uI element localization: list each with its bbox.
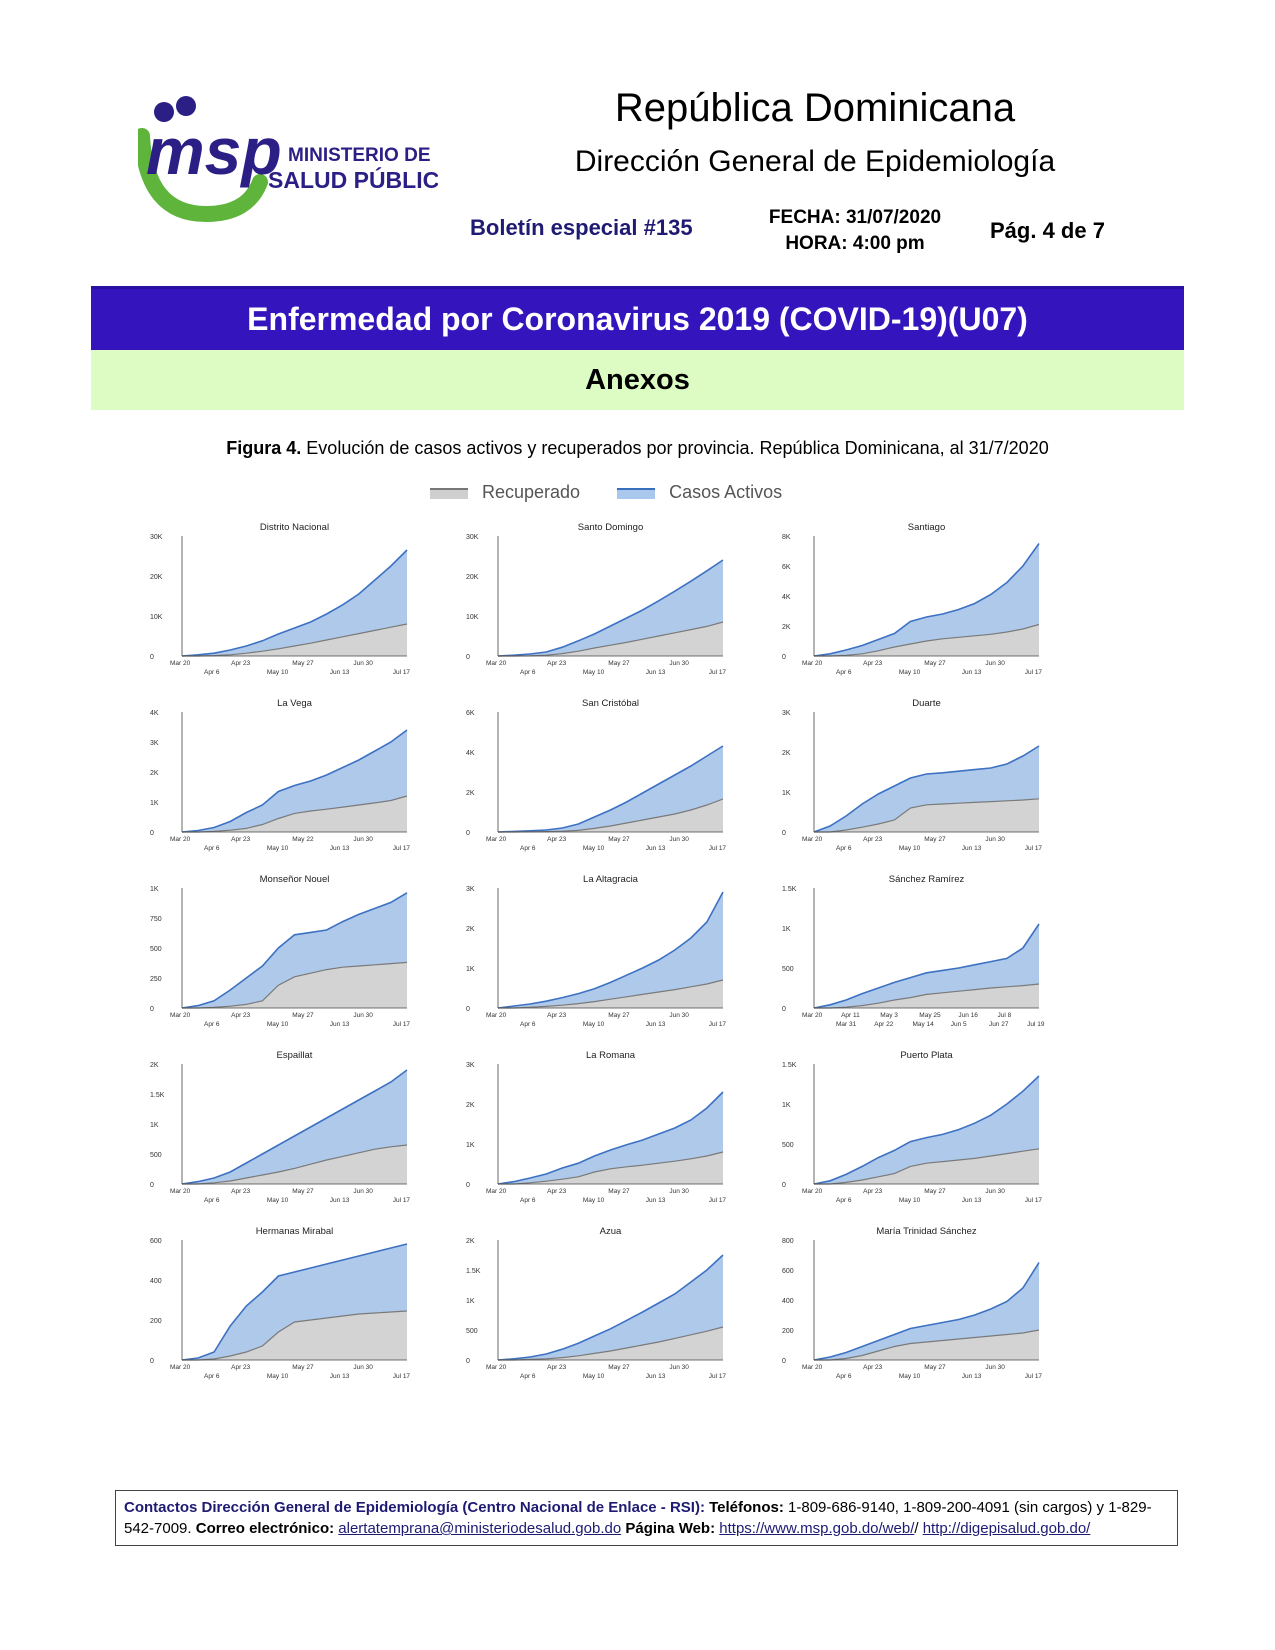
x-tick-label: Jun 30 bbox=[669, 1364, 689, 1371]
x-tick-label: Jun 30 bbox=[985, 660, 1005, 667]
province-chart bbox=[466, 874, 726, 1028]
x-tick-label: Jun 13 bbox=[645, 1021, 666, 1028]
email-link[interactable]: alertatemprana@ministeriodesalud.gob.do bbox=[338, 1520, 622, 1537]
legend-label: Casos Activos bbox=[669, 482, 783, 502]
chart-title: Espaillat bbox=[276, 1050, 313, 1061]
x-tick-label: Apr 6 bbox=[204, 845, 220, 852]
x-tick-label: May 10 bbox=[582, 1373, 605, 1380]
x-tick-label: Apr 23 bbox=[231, 1364, 251, 1371]
x-tick-label: Jun 30 bbox=[985, 836, 1005, 843]
y-tick-label: 4K bbox=[150, 710, 159, 717]
chart-legend bbox=[430, 482, 850, 506]
province-chart bbox=[150, 698, 410, 852]
y-tick-label: 2K bbox=[150, 770, 159, 777]
x-tick-label: Jul 17 bbox=[392, 1197, 411, 1204]
chart-title: Azua bbox=[599, 1226, 622, 1237]
logo-dot bbox=[176, 96, 196, 116]
legend-swatch bbox=[617, 488, 655, 499]
x-tick-label: Apr 23 bbox=[863, 1188, 883, 1195]
y-tick-label: 1K bbox=[466, 1142, 475, 1149]
x-tick-label: Jun 5 bbox=[950, 1021, 967, 1028]
y-tick-label: 0 bbox=[150, 654, 154, 661]
y-tick-label: 1K bbox=[150, 800, 159, 807]
chart-title: Santo Domingo bbox=[577, 522, 644, 533]
y-tick-label: 500 bbox=[150, 1152, 162, 1159]
y-tick-label: 0 bbox=[782, 1182, 786, 1189]
x-tick-label: Apr 23 bbox=[231, 1012, 251, 1019]
y-tick-label: 250 bbox=[150, 976, 162, 983]
x-tick-label: May 10 bbox=[898, 669, 921, 676]
x-tick-label: Jun 30 bbox=[669, 1188, 689, 1195]
chart-title: Hermanas Mirabal bbox=[255, 1226, 334, 1237]
msp-logo bbox=[138, 96, 438, 226]
chart-title: Puerto Plata bbox=[900, 1050, 953, 1061]
x-tick-label: Jun 30 bbox=[669, 1012, 689, 1019]
y-tick-label: 6K bbox=[782, 564, 791, 571]
y-tick-label: 0 bbox=[466, 654, 470, 661]
x-tick-label: May 27 bbox=[924, 1188, 946, 1195]
x-tick-label: Jul 17 bbox=[392, 1021, 411, 1028]
x-tick-label: May 10 bbox=[898, 1373, 921, 1380]
chart-title: María Trinidad Sánchez bbox=[876, 1226, 977, 1237]
y-tick-label: 2K bbox=[466, 1102, 475, 1109]
x-tick-label: May 27 bbox=[292, 1364, 314, 1371]
y-tick-label: 500 bbox=[150, 946, 162, 953]
x-tick-label: Apr 23 bbox=[863, 660, 883, 667]
x-tick-label: Jul 17 bbox=[708, 1021, 727, 1028]
y-tick-label: 0 bbox=[782, 1358, 786, 1365]
x-tick-label: Jun 30 bbox=[353, 836, 373, 843]
x-tick-label: May 3 bbox=[880, 1012, 898, 1019]
x-tick-label: Jun 16 bbox=[958, 1012, 978, 1019]
y-tick-label: 1.5K bbox=[466, 1268, 481, 1275]
x-tick-label: Jun 13 bbox=[645, 845, 666, 852]
x-tick-label: Apr 22 bbox=[874, 1021, 894, 1028]
x-tick-label: May 27 bbox=[608, 1364, 630, 1371]
y-tick-label: 30K bbox=[150, 534, 163, 541]
y-tick-label: 200 bbox=[150, 1318, 162, 1325]
x-tick-label: Jun 13 bbox=[329, 1021, 350, 1028]
x-tick-label: Jul 19 bbox=[1027, 1021, 1045, 1028]
chart-title: Monseñor Nouel bbox=[259, 874, 330, 885]
x-tick-label: Jul 17 bbox=[392, 1373, 411, 1380]
x-tick-label: May 10 bbox=[582, 845, 605, 852]
x-tick-label: Jun 13 bbox=[329, 1373, 350, 1380]
x-tick-label: Apr 6 bbox=[836, 669, 852, 676]
x-tick-label: Apr 23 bbox=[547, 1364, 567, 1371]
x-tick-label: Apr 6 bbox=[204, 1373, 220, 1380]
web-link-digepisalud[interactable]: http://digepisalud.gob.do/ bbox=[922, 1520, 1091, 1537]
date-value: 31/07/2020 bbox=[845, 207, 942, 228]
y-tick-label: 2K bbox=[150, 1062, 159, 1069]
x-tick-label: Jun 13 bbox=[329, 1197, 350, 1204]
x-tick-label: Mar 20 bbox=[802, 660, 823, 667]
x-tick-label: Jul 17 bbox=[1024, 1373, 1043, 1380]
logo-line1: MINISTERIO DE bbox=[288, 145, 431, 166]
x-tick-label: Jun 30 bbox=[353, 1188, 373, 1195]
x-tick-label: May 27 bbox=[292, 1188, 314, 1195]
x-tick-label: Jun 30 bbox=[353, 1364, 373, 1371]
y-tick-label: 10K bbox=[466, 614, 479, 621]
x-tick-label: Jun 13 bbox=[645, 1373, 666, 1380]
x-tick-label: Mar 20 bbox=[170, 1188, 191, 1195]
x-tick-label: Jun 13 bbox=[329, 669, 350, 676]
province-chart bbox=[466, 698, 726, 852]
x-tick-label: May 10 bbox=[266, 1021, 289, 1028]
y-tick-label: 0 bbox=[466, 830, 470, 837]
x-tick-label: Jun 30 bbox=[353, 660, 373, 667]
x-tick-label: Jun 13 bbox=[961, 845, 982, 852]
province-chart bbox=[466, 1050, 726, 1204]
chart-title: La Vega bbox=[277, 698, 312, 709]
x-tick-label: Jun 13 bbox=[645, 1197, 666, 1204]
x-tick-label: Mar 31 bbox=[836, 1021, 857, 1028]
x-tick-label: Jul 17 bbox=[708, 1197, 727, 1204]
x-tick-label: Apr 23 bbox=[547, 660, 567, 667]
y-tick-label: 8K bbox=[782, 534, 791, 541]
x-tick-label: Jul 17 bbox=[392, 845, 411, 852]
chart-title: Santiago bbox=[907, 522, 946, 533]
x-tick-label: Jul 17 bbox=[708, 845, 727, 852]
province-chart bbox=[782, 1050, 1042, 1204]
y-tick-label: 0 bbox=[150, 1182, 154, 1189]
y-tick-label: 400 bbox=[150, 1278, 162, 1285]
section-banner: Enfermedad por Coronavirus 2019 (COVID-19)(U07) bbox=[91, 286, 1184, 350]
x-tick-label: Mar 20 bbox=[486, 1364, 507, 1371]
x-tick-label: Jun 30 bbox=[985, 1364, 1005, 1371]
province-chart bbox=[782, 698, 1042, 852]
chart-title: La Altagracia bbox=[583, 874, 638, 885]
x-tick-label: Jun 13 bbox=[329, 845, 350, 852]
chart-title: San Cristóbal bbox=[581, 698, 640, 709]
y-tick-label: 200 bbox=[782, 1328, 794, 1335]
y-tick-label: 1K bbox=[782, 1102, 791, 1109]
x-tick-label: Mar 20 bbox=[170, 836, 191, 843]
y-tick-label: 500 bbox=[782, 966, 794, 973]
y-tick-label: 3K bbox=[782, 710, 791, 717]
x-tick-label: Apr 6 bbox=[520, 1021, 536, 1028]
chart-title: La Romana bbox=[585, 1050, 636, 1061]
x-tick-label: May 27 bbox=[924, 1364, 946, 1371]
x-tick-label: Jul 17 bbox=[392, 669, 411, 676]
x-tick-label: Jul 17 bbox=[1024, 845, 1043, 852]
logo-mark: msp bbox=[146, 114, 282, 188]
x-tick-label: May 27 bbox=[608, 836, 630, 843]
y-tick-label: 600 bbox=[782, 1268, 794, 1275]
x-tick-label: Mar 20 bbox=[802, 1364, 823, 1371]
x-tick-label: Apr 6 bbox=[836, 1373, 852, 1380]
y-tick-label: 0 bbox=[466, 1182, 470, 1189]
x-tick-label: Mar 20 bbox=[486, 1188, 507, 1195]
x-tick-label: Apr 6 bbox=[204, 1197, 220, 1204]
x-tick-label: Jun 13 bbox=[645, 669, 666, 676]
x-tick-label: Apr 6 bbox=[204, 669, 220, 676]
x-tick-label: Apr 6 bbox=[836, 1197, 852, 1204]
legend-item-recuperado bbox=[430, 482, 580, 503]
x-tick-label: Mar 20 bbox=[486, 1012, 507, 1019]
x-tick-label: Jul 17 bbox=[708, 1373, 727, 1380]
x-tick-label: Jun 30 bbox=[353, 1012, 373, 1019]
x-tick-label: May 10 bbox=[266, 669, 289, 676]
x-tick-label: Apr 6 bbox=[520, 1197, 536, 1204]
y-tick-label: 1K bbox=[150, 886, 159, 893]
department-title: Dirección General de Epidemiología bbox=[574, 145, 1056, 178]
province-charts bbox=[150, 520, 1100, 1420]
figure-caption-text: Evolución de casos activos y recuperados por provincia. República Dominicana, al 31/7/2020 bbox=[301, 438, 1049, 458]
y-tick-label: 10K bbox=[150, 614, 163, 621]
web-separator: / bbox=[914, 1520, 919, 1537]
x-tick-label: Mar 20 bbox=[170, 1012, 191, 1019]
x-tick-label: Jul 17 bbox=[708, 669, 727, 676]
contacts-label: Contactos Dirección General de Epidemiología (Centro Nacional de Enlace - RSI): bbox=[124, 1499, 705, 1516]
x-tick-label: Apr 6 bbox=[836, 845, 852, 852]
x-tick-label: Apr 23 bbox=[547, 1188, 567, 1195]
y-tick-label: 2K bbox=[466, 790, 475, 797]
x-tick-label: Apr 11 bbox=[841, 1012, 860, 1019]
x-tick-label: May 27 bbox=[608, 660, 630, 667]
y-tick-label: 6K bbox=[466, 710, 475, 717]
y-tick-label: 0 bbox=[150, 1006, 154, 1013]
y-tick-label: 2K bbox=[782, 624, 791, 631]
x-tick-label: May 27 bbox=[608, 1012, 630, 1019]
web-link-msp[interactable]: https://www.msp.gob.do/web/ bbox=[719, 1520, 915, 1537]
logo-line2: SALUD PÚBLICA bbox=[268, 167, 438, 193]
x-tick-label: May 27 bbox=[924, 660, 946, 667]
x-tick-label: May 10 bbox=[266, 845, 289, 852]
y-tick-label: 0 bbox=[150, 1358, 154, 1365]
country-title: República Dominicana bbox=[614, 86, 1016, 130]
x-tick-label: Apr 6 bbox=[520, 669, 536, 676]
y-tick-label: 0 bbox=[466, 1006, 470, 1013]
y-tick-label: 0 bbox=[782, 654, 786, 661]
x-tick-label: May 27 bbox=[292, 1012, 314, 1019]
x-tick-label: Mar 20 bbox=[486, 660, 507, 667]
province-chart bbox=[150, 1050, 410, 1204]
x-tick-label: May 10 bbox=[582, 1021, 605, 1028]
x-tick-label: May 27 bbox=[608, 1188, 630, 1195]
x-tick-label: Apr 23 bbox=[231, 660, 251, 667]
legend-item-casos-activos bbox=[617, 482, 782, 503]
date-time-box bbox=[760, 205, 950, 257]
phones-label: Teléfonos: bbox=[709, 1499, 784, 1516]
y-tick-label: 2K bbox=[782, 750, 791, 757]
web-label: Página Web: bbox=[625, 1520, 716, 1537]
y-tick-label: 1K bbox=[466, 1298, 475, 1305]
legend-label: Recuperado bbox=[482, 482, 581, 502]
date-label: FECHA: bbox=[768, 207, 841, 228]
province-chart bbox=[150, 522, 410, 676]
x-tick-label: Jul 17 bbox=[1024, 1197, 1043, 1204]
x-tick-label: Apr 23 bbox=[231, 836, 251, 843]
y-tick-label: 750 bbox=[150, 916, 162, 923]
y-tick-label: 500 bbox=[782, 1142, 794, 1149]
province-chart bbox=[782, 1226, 1042, 1380]
bulletin-number: Boletín especial #135 bbox=[470, 215, 693, 240]
x-tick-label: Mar 20 bbox=[802, 1012, 823, 1019]
x-tick-label: Apr 23 bbox=[547, 836, 567, 843]
x-tick-label: Apr 6 bbox=[520, 845, 536, 852]
y-tick-label: 0 bbox=[782, 830, 786, 837]
y-tick-label: 0 bbox=[150, 830, 154, 837]
x-tick-label: Jun 30 bbox=[669, 836, 689, 843]
y-tick-label: 30K bbox=[466, 534, 479, 541]
x-tick-label: Apr 23 bbox=[547, 1012, 567, 1019]
province-chart bbox=[782, 874, 1045, 1028]
x-tick-label: Apr 23 bbox=[863, 836, 883, 843]
x-tick-label: May 10 bbox=[582, 669, 605, 676]
y-tick-label: 3K bbox=[466, 886, 475, 893]
y-tick-label: 20K bbox=[466, 574, 479, 581]
x-tick-label: Jun 13 bbox=[961, 669, 982, 676]
phones: 1-809-686-9140, 1-809-200-4091 (sin cargos) y 1-829-542-7009. bbox=[124, 1499, 1152, 1537]
figure-label: Figura 4. bbox=[226, 438, 302, 458]
x-tick-label: Jun 30 bbox=[669, 660, 689, 667]
y-tick-label: 4K bbox=[466, 750, 475, 757]
province-chart bbox=[466, 1226, 726, 1380]
x-tick-label: Apr 6 bbox=[204, 1021, 220, 1028]
x-tick-label: May 10 bbox=[898, 1197, 921, 1204]
y-tick-label: 1K bbox=[782, 926, 791, 933]
province-chart bbox=[150, 1226, 410, 1380]
time-label: HORA: bbox=[785, 233, 848, 254]
y-tick-label: 1.5K bbox=[150, 1092, 165, 1099]
y-tick-label: 0 bbox=[782, 1006, 786, 1013]
chart-title: Sánchez Ramírez bbox=[888, 874, 965, 885]
x-tick-label: Mar 20 bbox=[486, 836, 507, 843]
contact-footer bbox=[115, 1490, 1178, 1546]
y-tick-label: 3K bbox=[466, 1062, 475, 1069]
chart-title: Duarte bbox=[912, 698, 941, 709]
x-tick-label: Jul 17 bbox=[1024, 669, 1043, 676]
province-chart bbox=[782, 522, 1042, 676]
x-tick-label: Mar 20 bbox=[170, 1364, 191, 1371]
x-tick-label: Jun 13 bbox=[961, 1373, 982, 1380]
chart-title: Distrito Nacional bbox=[259, 522, 330, 533]
y-tick-label: 400 bbox=[782, 1298, 794, 1305]
y-tick-label: 500 bbox=[466, 1328, 478, 1335]
x-tick-label: May 14 bbox=[912, 1021, 934, 1028]
x-tick-label: Jun 30 bbox=[985, 1188, 1005, 1195]
x-tick-label: Mar 20 bbox=[802, 836, 823, 843]
y-tick-label: 2K bbox=[466, 1238, 475, 1245]
msp-logo-icon bbox=[138, 96, 438, 226]
y-tick-label: 2K bbox=[466, 926, 475, 933]
x-tick-label: Mar 20 bbox=[802, 1188, 823, 1195]
x-tick-label: May 27 bbox=[924, 836, 946, 843]
y-tick-label: 1K bbox=[782, 790, 791, 797]
figure-caption bbox=[91, 438, 1184, 459]
page-number: Pág. 4 de 7 bbox=[990, 218, 1105, 243]
y-tick-label: 0 bbox=[466, 1358, 470, 1365]
y-tick-label: 800 bbox=[782, 1238, 794, 1245]
x-tick-label: May 10 bbox=[266, 1373, 289, 1380]
province-chart bbox=[150, 874, 410, 1028]
x-tick-label: Mar 20 bbox=[170, 660, 191, 667]
x-tick-label: May 10 bbox=[582, 1197, 605, 1204]
x-tick-label: Jun 13 bbox=[961, 1197, 982, 1204]
y-tick-label: 1K bbox=[466, 966, 475, 973]
x-tick-label: Apr 6 bbox=[520, 1373, 536, 1380]
x-tick-label: May 27 bbox=[292, 660, 314, 667]
y-tick-label: 1.5K bbox=[782, 1062, 797, 1069]
x-tick-label: Apr 23 bbox=[863, 1364, 883, 1371]
y-tick-label: 1K bbox=[150, 1122, 159, 1129]
y-tick-label: 3K bbox=[150, 740, 159, 747]
x-tick-label: May 22 bbox=[292, 836, 314, 843]
y-tick-label: 4K bbox=[782, 594, 791, 601]
province-chart bbox=[466, 522, 726, 676]
time-value: 4:00 pm bbox=[852, 233, 925, 254]
y-tick-label: 20K bbox=[150, 574, 163, 581]
x-tick-label: May 10 bbox=[898, 845, 921, 852]
legend-swatch bbox=[430, 488, 468, 499]
x-tick-label: Jul 8 bbox=[997, 1012, 1012, 1019]
x-tick-label: May 25 bbox=[919, 1012, 941, 1019]
x-tick-label: Apr 23 bbox=[231, 1188, 251, 1195]
x-tick-label: Jun 27 bbox=[988, 1021, 1009, 1028]
section-subbanner: Anexos bbox=[91, 350, 1184, 410]
x-tick-label: May 10 bbox=[266, 1197, 289, 1204]
email-label: Correo electrónico: bbox=[195, 1520, 335, 1537]
y-tick-label: 1.5K bbox=[782, 886, 797, 893]
y-tick-label: 600 bbox=[150, 1238, 162, 1245]
